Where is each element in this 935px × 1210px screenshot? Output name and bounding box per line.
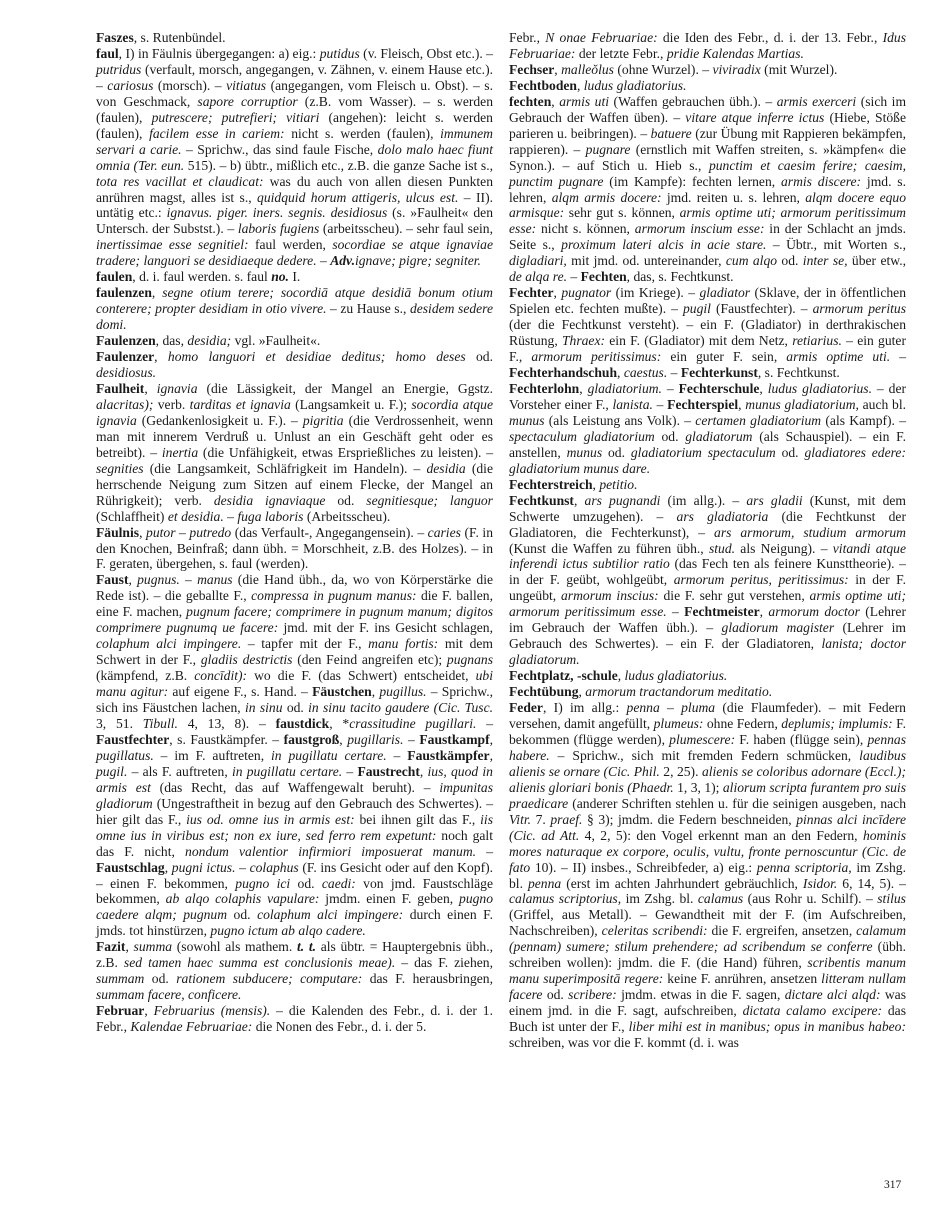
right-column [509, 30, 906, 1051]
dictionary-entry-faulenzer: Faulenzer, homo languori et desidiae deditus; homo deses od. desidiosus. [96, 349, 494, 381]
dictionary-entry-fechtkunst: Fechtkunst, ars pugnandi (im allg.). – ars gladii (Kunst, mit dem Schwerte umzugehen). – ars gladiatoria (die Fechtkunst der Gladiatoren, die Fechterkunst), – ars armorum, studium armorum (Kunst die Waffen zu führen übh., stud. als Neigung). – vitandi atque inferendi ictus subtilior ratio (das Fech ten als feinere Kunsttheorie). – in der F. geübt, wohlgeübt, armorum peritus, peritissimus: in der F. ungeübt, armorum inscius: die F. sehr gut verstehen, armis optime uti; armorum peritissimum esse. – Fechtmeister, armorum doctor (Lehrer im Gebrauch der Waffen übh.). – gladiorum magister (Lehrer im Gebrauch des Schwertes). – ein F. der Gladiatoren, lanista; doctor gladiatorum. [509, 492, 906, 668]
dictionary-entry-fechten: fechten, armis uti (Waffen gebrauchen übh.). – armis exerceri (sich im Gebrauch der Waffen üben). – vitare atque inferre ictus (Hiebe, Stöße parieren u. beibringen). – batuere (zur Übung mit Rappieren bekämpfen, rappieren). – pugnare (ernstlich mit Waffen streiten, s. »kämpfen« die Synon.). – auf Stich u. Hieb s., punctim et caesim ferire; caesim, punctim pugnare (im Kampfe): fechten lernen, armis discere: jmd. s. lehren, alqm armis docere: jmd. reiten u. s. lehren, alqm docere equo armisque: sehr gut s. können, armis optime uti; armorum peritissimum esse: nicht s. können, armorum inscium esse: in der Schlacht an jmds. Seite s., proximum lateri alcis in acie stare. – Übtr., mit Worten s., digladiari, mit jmd. od. untereinander, cum alqo od. inter se, über etw., de alqa re. – Fechten, das, s. Fechtkunst. [509, 93, 907, 285]
dictionary-entry-faulen: faulen, d. i. faul werden. s. faul no. I. [96, 269, 301, 285]
dictionary-entry-fechter: Fechter, pugnator (im Kriege). – gladiator (Sklave, der in öffentlichen Spielen etc. fechten mußte). – pugil (Faustfechter). – armorum peritus (der die Fechtkunst versteht). – ein F. (Gladiator) in derthrakischen Rüstung, Thraex: ein F. (Gladiator) mit dem Netz, retiarius. – ein guter F., armorum peritissimus: ein guter F. sein, armis optime uti. – Fechterhandschuh, caestus. – Fechterkunst, s. Fechtkunst. [509, 285, 907, 381]
dictionary-entry-februar-cont: Febr., N onae Februariae: die Iden des Febr., d. i. der 13. Febr., Idus Februariae: der letzte Febr., pridie Kalendas Martias. [509, 30, 907, 61]
dictionary-entry-feder: Feder, I) im allg.: penna – pluma (die Flaumfeder). – mit Federn versehen, damit angefüllt, plumeus: ohne Federn, deplumis; implumis: F. bekommen (flügge werden), plumescere: F. haben (flügge sein), pennas habere. – Sprichw., sich mit fremden Federn schmücken, laudibus alienis se ornare (Cic. Phil. 2, 25). alienis se coloribus adornare (Eccl.); alienis gloriari bonis (Phaedr. 1, 3, 1); aliorum scripta furantem pro suis praedicare (anderer Schriften stehlen u. für die seinigen ausgeben, nach Vitr. 7. praef. § 3); jmdm. die Federn beschneiden, pinnas alci incīdere (Cic. ad Att. 4, 2, 5): den Vogel erkennt man an den Federn, hominis mores naturaque ex corpore, oculis, vultu, fronte pernoscuntur (Cic. de fato 10). – II) insbes., Schreibfeder, a) eig.: penna scriptoria, im Zshg. bl. penna (erst im achten Jahrhundert gebräuchlich, Isidor. 6, 14, 5). – calamus scriptorius, im Zshg. bl. calamus (aus Rohr u. Schilf). – stilus (Griffel, aus Metall). – Gewandtheit mit der F. (im Aufschreiben, Nachschreiben), celeritas scribendi: die F. ergreifen, ansetzen, calamum (pennam) sumere; stilum prehendere; ad scribendum se conferre (übh. schreiben wollen): jmdm. die F. (die Hand) führen, scribentis manum manu superimpositā regere: keine F. anrühren, ansetzen litteram nullam facere od. scribere: jmdm. etwas in die F. sagen, dictare alci alqd: was einem jmd. in die F. sagt, aufschreiben, dictata calamo excipere: das Buch ist unter der F., liber mihi est in manibus; opus in manibus habeo: schreiben, was vor die F. kommt (d. i. was [509, 700, 907, 1051]
dictionary-entry-fazit: Fazit, summa (sowohl als mathem. t. t. als übtr. = Hauptergebnis übh., z.B. sed tamen haec summa est conclusionis meae). – das F. ziehen, summam od. rationem subducere; computare: das F. herausbringen, summam facere, conficere. [96, 939, 493, 1003]
dictionary-entry-faszes: Faszes, s. Rutenbündel. [96, 30, 226, 45]
dictionary-entry-faulenzen: faulenzen, segne otium terere; socordiā atque desidiā bonum otium conterere; propter desidiam in otio vivere. – zu Hause s., desidem sedere domi. [96, 285, 494, 333]
dictionary-entry-fechtuebung: Fechtübung, armorum tractandorum meditatio. [509, 684, 773, 700]
dictionary-entry-fechterstreich: Fechterstreich, petitio. [509, 476, 638, 492]
dictionary-entry-faul: faul, I) in Fäulnis übergegangen: a) eig.: putidus (v. Fleisch, Obst etc.). – putridus (verfault, morsch, angegangen, v. Zähnen, v. einem Hause etc.). – cariosus (morsch). – vitiatus (angegangen, vom Fleisch u. Obst). – s. von Geschmack, sapore corruptior (z.B. vom Wasser). – s. werden (faulen), putrescere; putrefieri; vitiari (angehen): leicht s. werden (faulen), facilem esse in cariem: nicht s. werden (faulen), immunem servari a carie. – Sprichw., das sind faule Fische, dolo malo haec fiunt omnia (Ter. eun. 515). – b) übtr., mißlich etc., z.B. die ganze Sache ist s., tota res vacillat et claudicat: was du auch von allen diesen Punkten anrühren magst, alles ist s., quidquid horum attigeris, ulcus est. – II). untätig etc.: ignavus. piger. iners. segnis. desidiosus (s. »Faulheit« den Untersch. der Substst.). – laboris fugiens (arbeitsscheu). – sehr faul sein, inertissimae esse segnitiel: faul werden, socordiae se atque ignaviae tradere; languori se desidiaeque dedere. – Adv.ignave; pigre; segniter. [96, 45, 494, 269]
dictionary-entry-februar: Februar, Februarius (mensis). – die Kalenden des Febr., d. i. der 1. Febr., Kalendae Februariae: die Nonen des Febr., d. i. der 5. [96, 1003, 494, 1035]
dictionary-entry-fechtplatz: Fechtplatz, -schule, ludus gladiatorius. [509, 668, 728, 684]
dictionary-entry-faust: Faust, pugnus. – manus (die Hand übh., da, wo von Körperstärke die Rede ist). – die geballte F., compressa in pugnum manus: die F. ballen, eine F. machen, pugnum facere; comprimere in pugnum manum; digitos comprimere pugnumq ue facere: jmd. mit der F. ins Gesicht schlagen, colaphum alci impingere. – tapfer mit der F., manu fortis: mit dem Schwert in der F., gladiis destrictis (den Feind angreifen etc); pugnans (kämpfend, z.B. concīdit): wo die F. (das Schwert) entscheidet, ubi manu agitur: auf eigene F., s. Hand. – Fäustchen, pugillus. – Sprichw., sich ins Fäustchen lachen, in sinu od. in sinu tacito gaudere (Cic. Tusc. 3, 51. Tibull. 4, 13, 8). – faustdick, *crassitudine pugillari. – Faustfechter, s. Faustkämpfer. – faustgroß, pugillaris. – Faustkampf, pugillatus. – im F. auftreten, in pugillatu certare. – Faustkämpfer, pugil. – als F. auftreten, in pugillatu certare. – Faustrecht, ius, quod in armis est (das Recht, das auf Waffengewalt beruht). – impunitas gladiorum (Ungestraftheit in bezug auf den Gebrauch des Schwertes). – hier gilt das F., ius od. omne ius in armis est: bei ihnen gilt das F., iis omne ius in viribus est; non ex iure, sed ferro rem expetunt: noch galt das F. nicht, nondum valentior infirmiori imposuerat manum. – Faustschlag, pugni ictus. – colaphus (F. ins Gesicht oder auf den Kopf). – einen F. bekommen, pugno ici od. caedi: von jmd. Faustschläge bekommen, ab alqo colaphis vapulare: jmdm. einen F. geben, pugno caedere alqm; pugnum od. colaphum alci impingere: durch einen F. jmds. tot hinstürzen, pugno ictum ab alqo cadere. [96, 572, 494, 939]
page-number: 317 [884, 1179, 902, 1191]
dictionary-entry-fechterlohn: Fechterlohn, gladiatorium. – Fechterschule, ludus gladiatorius. – der Vorsteher einer F., lanista. – Fechterspiel, munus gladiatorium, auch bl. munus (als Leistung ans Volk). – certamen gladiatorium (als Kampf). – spectaculum gladiatorium od. gladiatorum (als Schauspiel). – ein F. anstellen, munus od. gladiatorium spectaculum od. gladiatores edere: gladiatorium munus dare. [509, 380, 907, 476]
dictionary-entry-faeulnis: Fäulnis, putor – putredo (das Verfault-, Angegangensein). – caries (F. in den Knochen, Beinfraß; dann übh. = Morschheit, z.B. des Holzes). – in F. geraten, übergehen, s. faul (werden). [96, 524, 493, 572]
dictionary-entry-faulheit: Faulheit, ignavia (die Lässigkeit, der Mangel an Energie, Ggstz. alacritas); verb. tarditas et ignavia (Langsamkeit u. F.); socordia atque ignavia (Gedankenlosigkeit u. F.). – pigritia (die Verdrossenheit, wenn man mit innerem Verdruß u. Unlust an ein Geschäft geht oder es betreibt). – inertia (die Unfähigkeit, etwas Ersprießliches zu leisten). – segnities (die Langsamkeit, Schläfrigkeit im Handeln). – desidia (die herrschende Neigung zum Sitzen auf einem Flecke, der Mangel an Rührigkeit); verb. desidia ignaviaque od. segnitiesque; languor (Schlaffheit) et desidia. – fuga laboris (Arbeitsscheu). [96, 380, 494, 524]
dictionary-entry-fechser: Fechser, malleŏlus (ohne Wurzel). – viviradix (mit Wurzel). [509, 61, 838, 77]
left-column [96, 30, 493, 1035]
dictionary-entry-faulenzen-subst: Faulenzen, das, desidia; vgl. »Faulheit«. [96, 333, 321, 349]
dictionary-entry-fechtboden: Fechtboden, ludus gladiatorius. [509, 77, 687, 93]
